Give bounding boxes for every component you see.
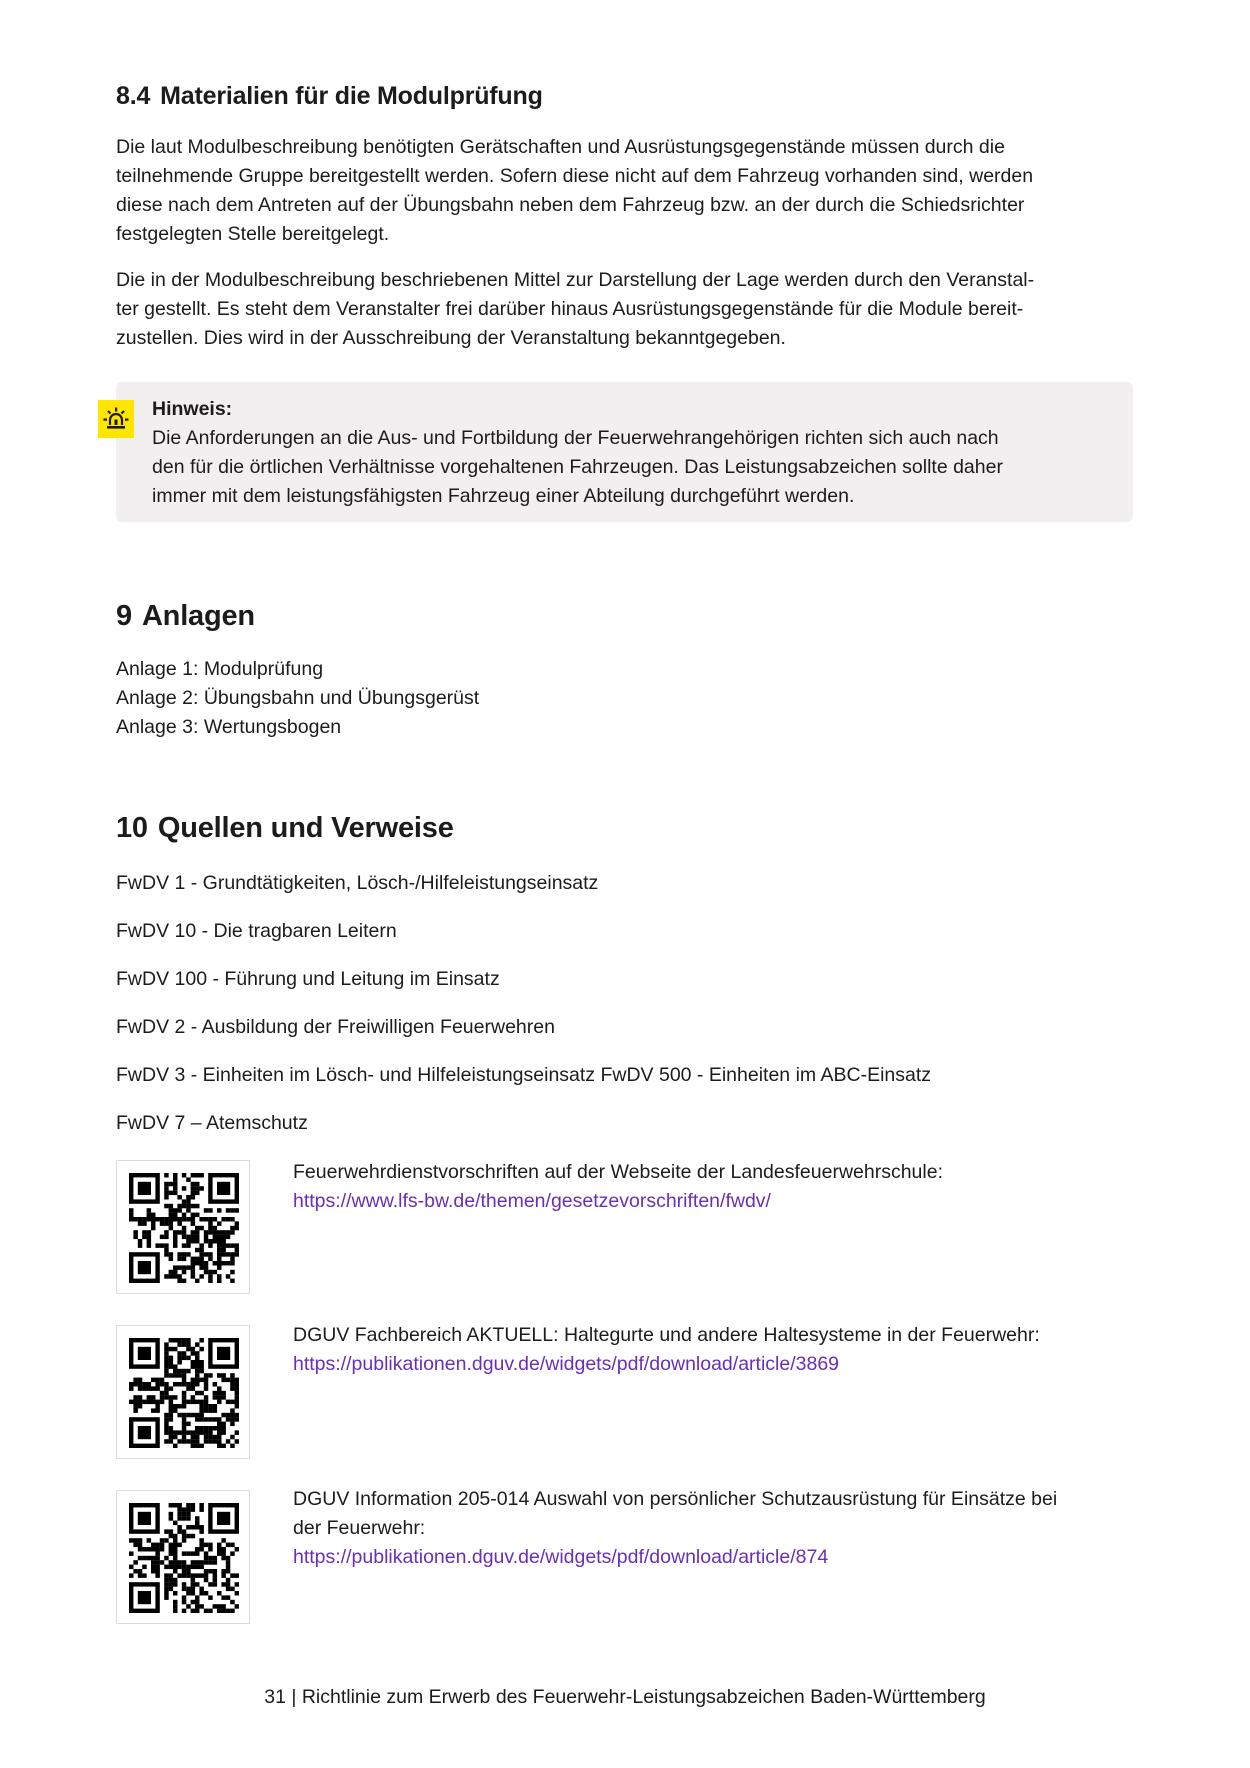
paragraph-materials-2 [116, 266, 1146, 353]
qr-link-entry [293, 1321, 1143, 1379]
section-heading-10 [116, 812, 454, 845]
qr-code-icon [129, 1173, 239, 1283]
attachment-item: Anlage 3: Wertungsbogen [116, 716, 342, 738]
section-number: 8.4 [116, 82, 151, 110]
hint-line: Die Anforderungen an die Aus- und Fortbildung der Feuerwehrangehörigen richten sich auch nach [152, 427, 999, 449]
qr-code-icon [129, 1338, 239, 1448]
qr-code-icon [129, 1503, 239, 1613]
attachments-list [116, 655, 479, 742]
page-footer: 31 | Richtlinie zum Erwerb des Feuerwehr-Leistungsabzeichen Baden-Württemberg [264, 1686, 986, 1708]
qr-link-description: der Feuerwehr: [293, 1517, 426, 1539]
reference-item: FwDV 100 - Führung und Leitung im Einsatz [116, 968, 500, 990]
reference-item: FwDV 2 - Ausbildung der Freiwilligen Feuerwehren [116, 1016, 555, 1038]
text-line: diese nach dem Antreten auf der Übungsbahn neben dem Fahrzeug bzw. an der durch die Schiedsrichter [116, 194, 1025, 216]
section-title: Anlagen [141, 600, 255, 632]
text-line: Die laut Modulbeschreibung benötigten Gerätschaften und Ausrüstungsgegenstände müssen durch die [116, 136, 1005, 158]
section-title: Quellen und Verweise [157, 812, 454, 844]
section-heading-9 [116, 600, 255, 633]
text-line: zustellen. Dies wird in der Ausschreibung der Veranstaltung bekanntgegeben. [116, 327, 786, 349]
section-number: 10 [116, 812, 148, 844]
text-line: ter gestellt. Es steht dem Veranstalter frei darüber hinaus Ausrüstungsgegenstände für die Module bereit- [116, 298, 1024, 320]
hint-title: Hinweis: [152, 398, 233, 420]
attachment-item: Anlage 1: Modulprüfung [116, 658, 324, 680]
section-heading-8-4 [116, 82, 543, 111]
text-line: teilnehmende Gruppe bereitgestellt werden. Sofern diese nicht auf dem Fahrzeug vorhanden sind, werden [116, 165, 1034, 187]
hint-content [152, 395, 1112, 511]
paragraph-materials-1 [116, 133, 1146, 249]
reference-link[interactable]: https://publikationen.dguv.de/widgets/pdf/download/article/874 [293, 1546, 829, 1568]
section-title: Materialien für die Modulprüfung [160, 82, 543, 110]
hint-line: den für die örtlichen Verhältnisse vorgehaltenen Fahrzeugen. Das Leistungsabzeichen sollte daher [152, 456, 1003, 478]
reference-item: FwDV 10 - Die tragbaren Leitern [116, 920, 397, 942]
qr-link-entry [293, 1485, 1143, 1572]
reference-item: FwDV 3 - Einheiten im Lösch- und Hilfeleistungseinsatz FwDV 500 - Einheiten im ABC-Einsatz [116, 1064, 932, 1086]
qr-link-description: Feuerwehrdienstvorschriften auf der Webseite der Landesfeuerwehrschule: [293, 1161, 943, 1183]
text-line: Die in der Modulbeschreibung beschriebenen Mittel zur Darstellung der Lage werden durch den Veranstal- [116, 269, 1035, 291]
reference-item: FwDV 1 - Grundtätigkeiten, Lösch-/Hilfeleistungseinsatz [116, 872, 599, 894]
hint-line: immer mit dem leistungsfähigsten Fahrzeug einer Abteilung durchgeführt werden. [152, 485, 855, 507]
qr-link-description: DGUV Fachbereich AKTUELL: Haltegurte und andere Haltesysteme in der Feuerwehr: [293, 1324, 1040, 1346]
qr-link-description: DGUV Information 205-014 Auswahl von persönlicher Schutzausrüstung für Einsätze bei [293, 1488, 1058, 1510]
reference-link[interactable]: https://www.lfs-bw.de/themen/gesetzevorschriften/fwdv/ [293, 1190, 771, 1212]
text-line: festgelegten Stelle bereitgelegt. [116, 223, 390, 245]
warning-beacon-icon [98, 400, 134, 438]
qr-code[interactable] [116, 1325, 250, 1459]
section-number: 9 [116, 600, 132, 632]
reference-item: FwDV 7 – Atemschutz [116, 1112, 308, 1134]
reference-link[interactable]: https://publikationen.dguv.de/widgets/pdf/download/article/3869 [293, 1353, 840, 1375]
attachment-item: Anlage 2: Übungsbahn und Übungsgerüst [116, 687, 480, 709]
qr-link-entry [293, 1158, 1143, 1216]
qr-code[interactable] [116, 1160, 250, 1294]
qr-code[interactable] [116, 1490, 250, 1624]
